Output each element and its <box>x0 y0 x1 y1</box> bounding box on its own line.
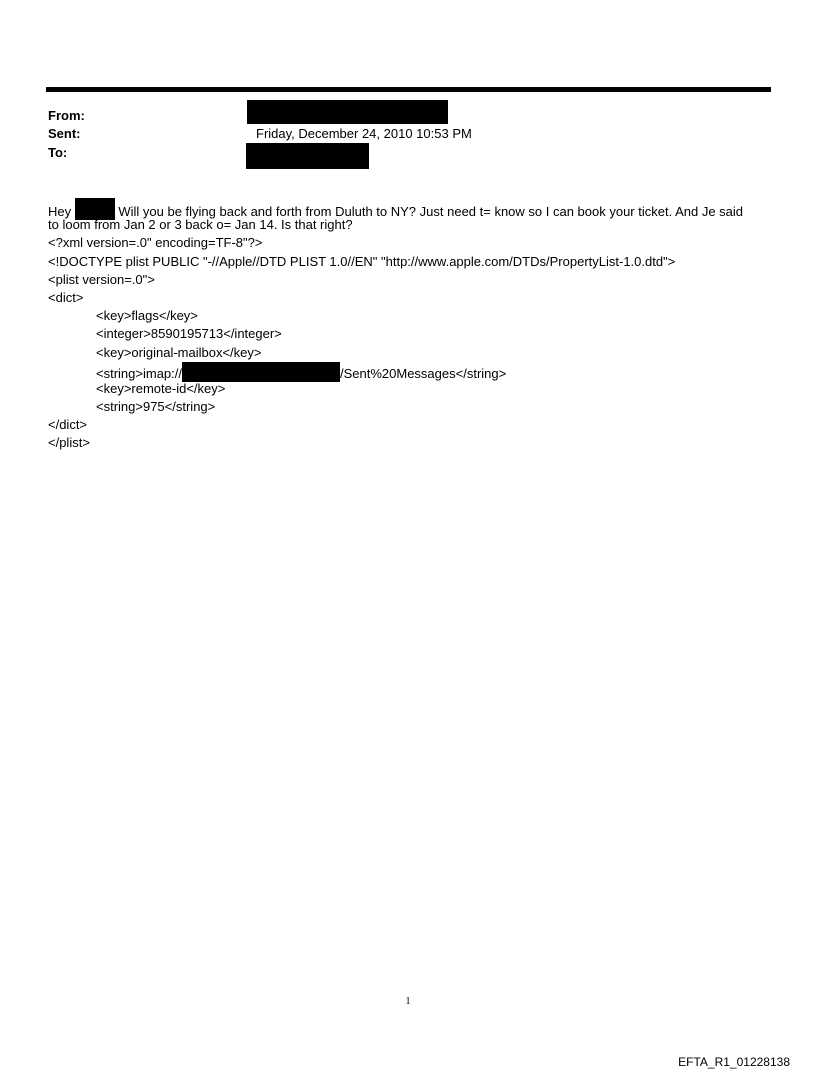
to-redaction <box>246 143 369 169</box>
document-id: EFTA_R1_01228138 <box>678 1055 790 1069</box>
imap-suffix: /Sent%20Messages</string> <box>340 365 507 381</box>
page-number: 1 <box>405 996 411 1007</box>
body-line: <dict> <box>48 289 84 305</box>
message-text: Will you be flying back and forth from Duluth to NY? Just need t= know so I can book your ticket. And Je said <box>114 204 744 219</box>
body-line: <key>remote-id</key> <box>96 380 226 396</box>
from-label: From: <box>48 108 85 123</box>
body-line: <string>975</string> <box>96 399 216 415</box>
mailbox-redaction <box>182 362 340 382</box>
body-line: </dict> <box>48 417 88 433</box>
body-line: <key>original-mailbox</key> <box>96 344 262 360</box>
body-line: </plist> <box>48 435 90 451</box>
body-line: <!DOCTYPE plist PUBLIC "-//Apple//DTD PLIST 1.0//EN" "http://www.apple.com/DTDs/PropertyList-1.0.dtd"> <box>48 253 676 269</box>
sent-label: Sent: <box>48 126 81 141</box>
body-line: <plist version=.0"> <box>48 271 155 287</box>
to-label: To: <box>48 145 68 160</box>
header-rule <box>46 87 771 92</box>
body-line: <key>flags</key> <box>96 308 198 324</box>
from-redaction <box>247 100 448 124</box>
greeting-text: Hey <box>48 204 75 219</box>
email-body <box>48 198 778 453</box>
sent-value: Friday, December 24, 2010 10:53 PM <box>256 126 472 141</box>
body-line: <integer>8590195713</integer> <box>96 326 282 342</box>
imap-prefix: <string>imap:// <box>96 365 182 381</box>
body-line: to loom from Jan 2 or 3 back o= Jan 14. Is that right? <box>48 217 353 233</box>
body-line <box>48 362 778 380</box>
body-line <box>48 198 778 219</box>
body-line: <?xml version=.0" encoding=TF-8"?> <box>48 235 263 251</box>
